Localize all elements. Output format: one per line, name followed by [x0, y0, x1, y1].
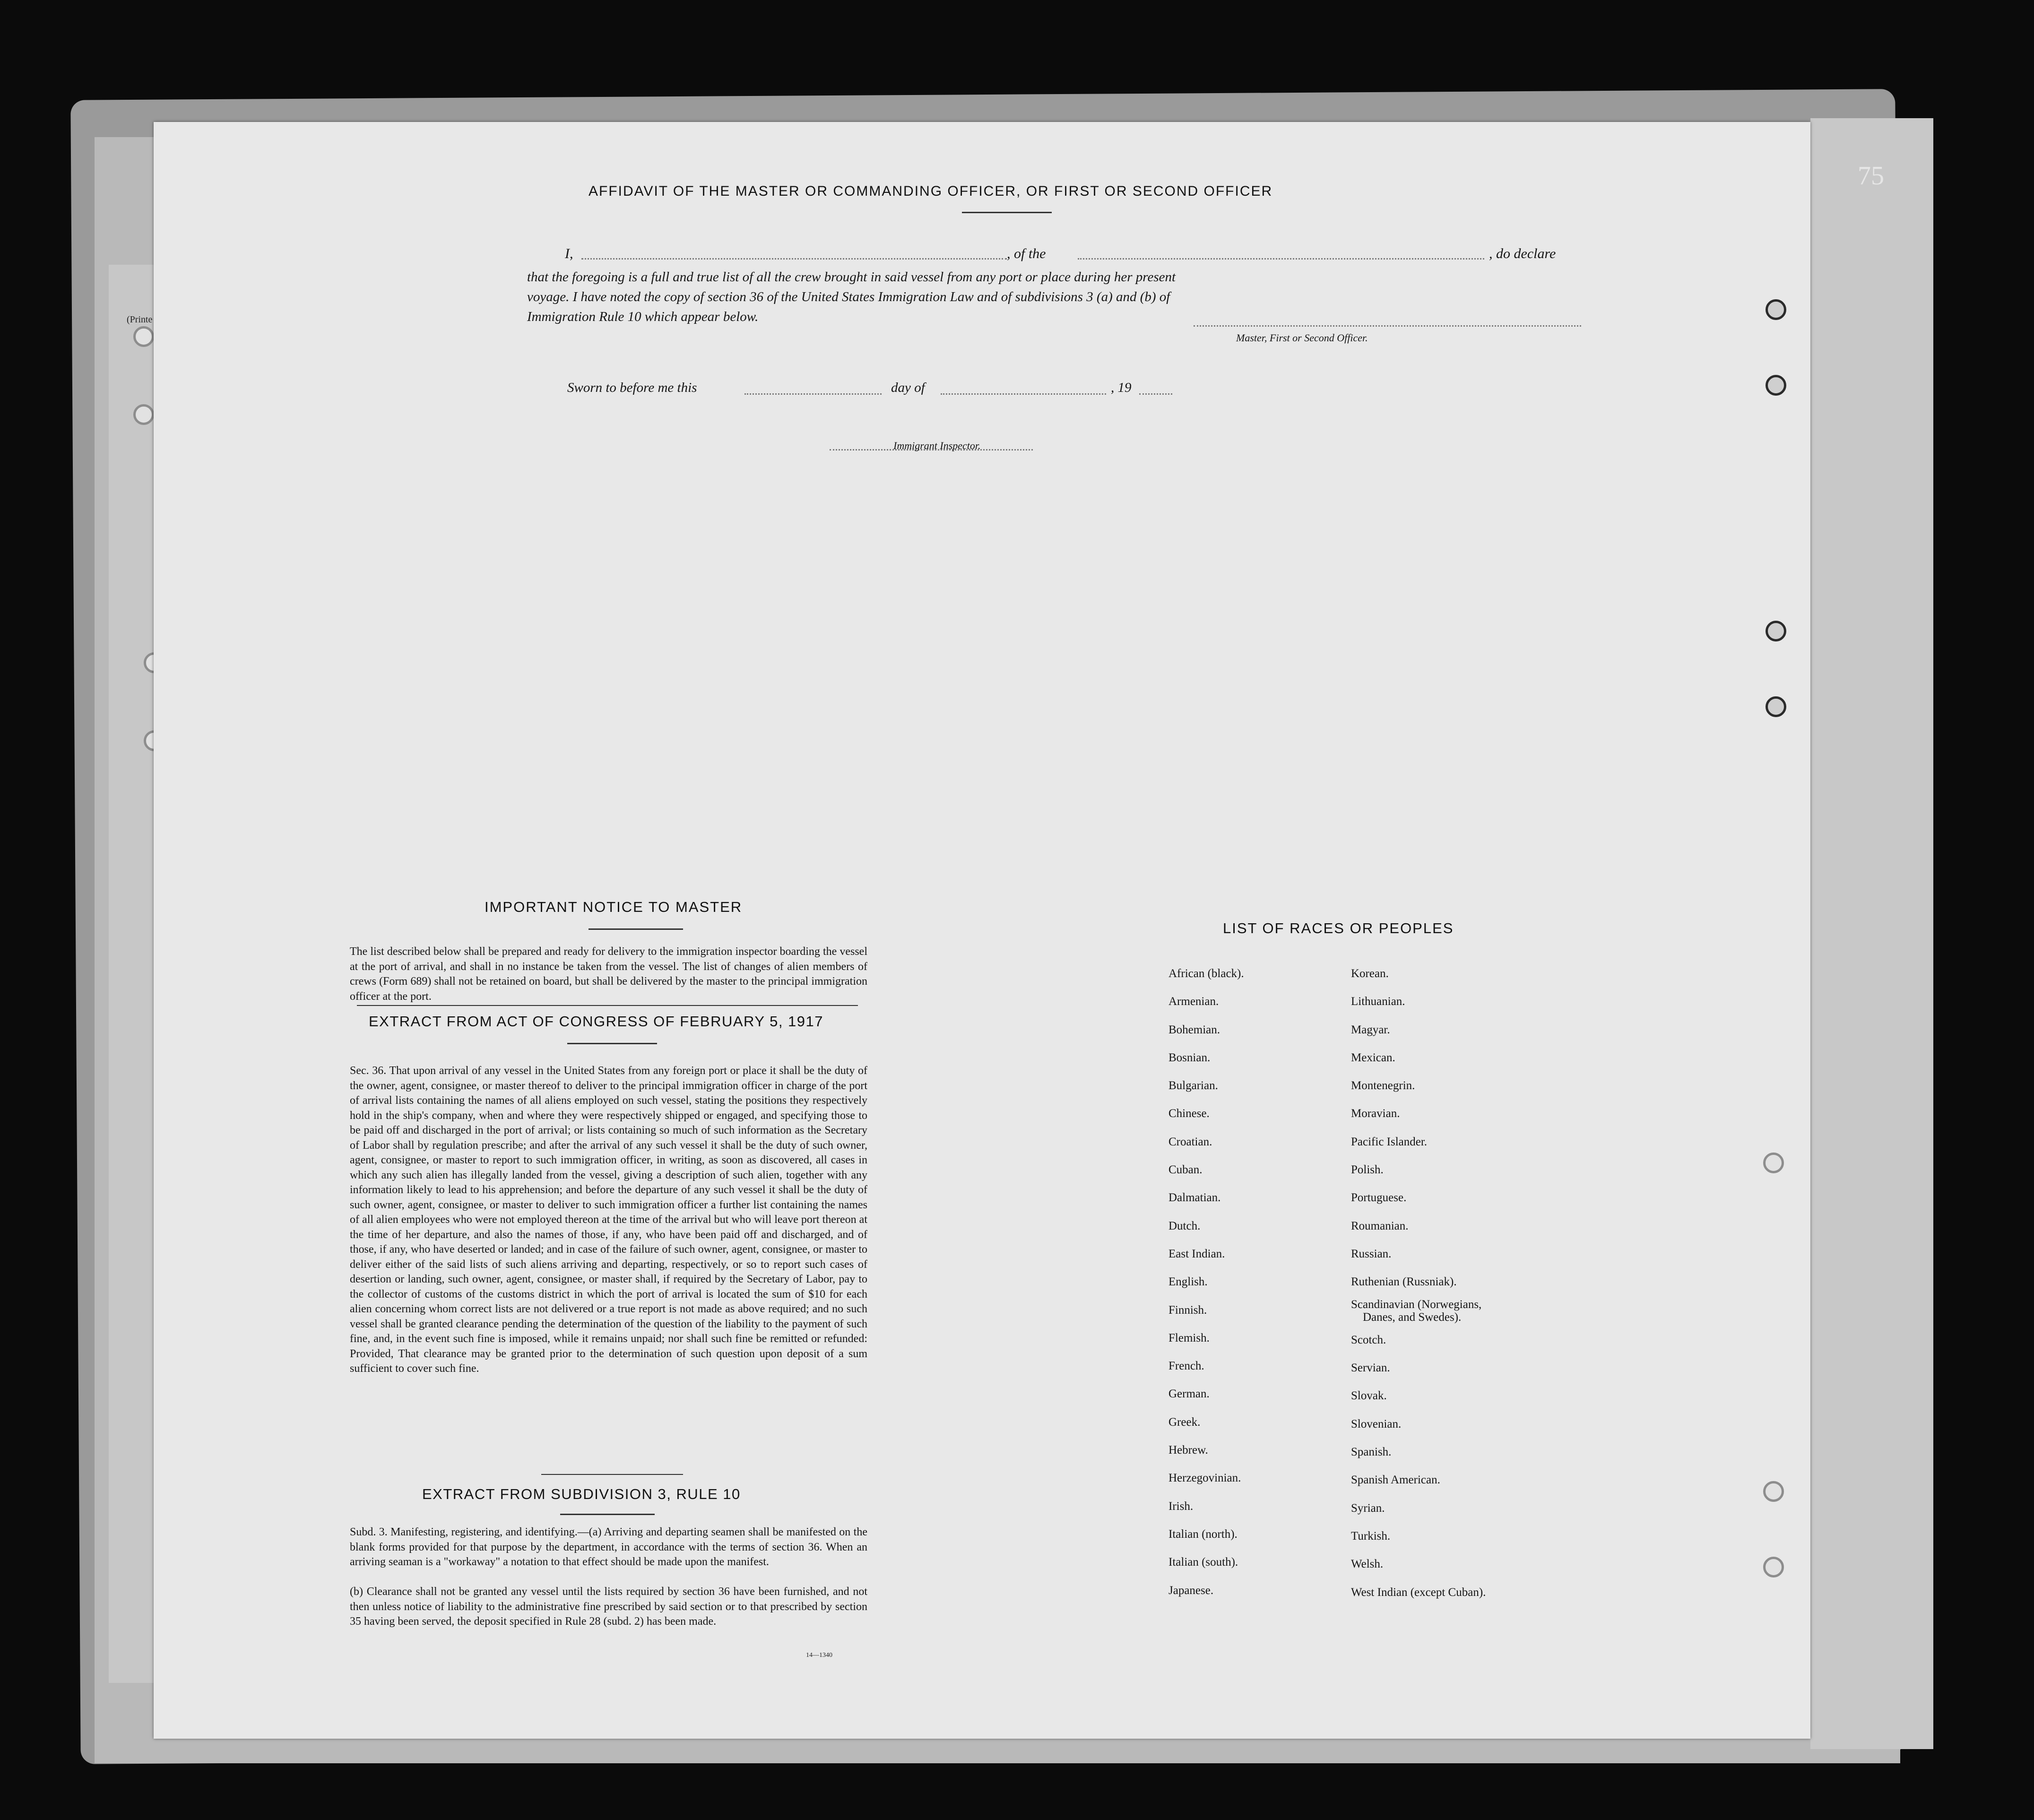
title-rule: [962, 212, 1052, 213]
punch-hole: [1763, 1153, 1784, 1173]
race-item: Spanish American.: [1351, 1473, 1440, 1487]
race-item: Portuguese.: [1351, 1191, 1407, 1205]
sworn-day-blank: [744, 393, 882, 395]
race-item: Finnish.: [1168, 1303, 1207, 1317]
race-item: Ruthenian (Russniak).: [1351, 1275, 1457, 1289]
race-item: Herzegovinian.: [1168, 1472, 1241, 1485]
race-item: Hebrew.: [1168, 1444, 1208, 1457]
affidavit-body-line2: that the foregoing is a full and true list of all the crew brought in said vessel from any port or place during her present: [527, 269, 1176, 285]
affidavit-line1-mid: , of the: [1007, 246, 1046, 261]
race-item: Italian (south).: [1168, 1556, 1238, 1569]
race-item: Russian.: [1351, 1247, 1392, 1260]
manifest-right-edge: [1810, 118, 1933, 1749]
rule-text-a: Subd. 3. Manifesting, registering, and identifying.—(a) Arriving and departing seamen shall be manifested on the blank forms provided for that purpose by the department, in accordance with the terms of section 36. When an arriving seaman is a "workaway" a notation to that effect should be made upon the manifest.: [350, 1526, 867, 1568]
notice-title: IMPORTANT NOTICE TO MASTER: [485, 899, 743, 915]
race-item: Servian.: [1351, 1361, 1390, 1375]
sworn-start: Sworn to before me this: [567, 380, 697, 395]
inspector-label: Immigrant Inspector.: [893, 440, 981, 451]
affidavit-title: AFFIDAVIT OF THE MASTER OR COMMANDING OFFICER, OR FIRST OR SECOND OFFICER: [589, 183, 1273, 199]
race-item: Croatian.: [1168, 1135, 1212, 1148]
punch-hole: [1763, 1557, 1784, 1577]
race-item: Roumanian.: [1351, 1219, 1409, 1232]
race-item: Irish.: [1168, 1499, 1194, 1513]
race-item: Moravian.: [1351, 1107, 1400, 1120]
race-item: Chinese.: [1168, 1107, 1210, 1120]
race-item: Turkish.: [1351, 1529, 1391, 1543]
section-rule: [357, 1005, 858, 1006]
sworn-year: , 19: [1111, 380, 1132, 395]
races-title: LIST OF RACES OR PEOPLES: [1223, 920, 1454, 936]
sworn-month-blank: [941, 393, 1106, 395]
punch-hole: [1766, 299, 1786, 320]
race-item: African (black).: [1168, 967, 1244, 980]
sworn-year-blank: [1139, 393, 1172, 395]
form-sheet: [154, 122, 1810, 1739]
punch-hole: [1766, 621, 1786, 641]
rule-title: EXTRACT FROM SUBDIVISION 3, RULE 10: [422, 1486, 741, 1502]
race-item: Italian (north).: [1168, 1527, 1238, 1541]
notice-rule: [589, 928, 683, 930]
rule-title-rule: [560, 1514, 655, 1515]
race-item: Syrian.: [1351, 1501, 1385, 1515]
race-item: Dutch.: [1168, 1219, 1201, 1232]
race-item: German.: [1168, 1387, 1210, 1401]
act-title: EXTRACT FROM ACT OF CONGRESS OF FEBRUARY 5, 1917: [369, 1013, 824, 1030]
race-item: French.: [1168, 1360, 1204, 1373]
vessel-blank: [1078, 258, 1484, 260]
race-item: Greek.: [1168, 1415, 1201, 1429]
signature-blank: [1194, 325, 1581, 327]
side-fragment: (Printe: [127, 314, 153, 325]
name-blank: [581, 258, 1007, 260]
race-item: Dalmatian.: [1168, 1191, 1221, 1205]
races-column-1: [1168, 960, 1353, 1604]
affidavit-line1-end: , do declare: [1489, 246, 1556, 261]
race-item: Mexican.: [1351, 1051, 1395, 1064]
affidavit-body-line3: voyage. I have noted the copy of section 36 of the United States Immigration Law and of subdivisions 3 (a) and (b) of: [527, 289, 1170, 304]
race-item: Korean.: [1351, 967, 1389, 980]
race-item: Spanish.: [1351, 1446, 1392, 1459]
race-item: Montenegrin.: [1351, 1079, 1415, 1092]
race-item: Welsh.: [1351, 1558, 1384, 1571]
race-item: Lithuanian.: [1351, 995, 1405, 1008]
race-item: Scotch.: [1351, 1333, 1386, 1346]
race-item: Scandinavian (Norwegians, Danes, and Swedes).: [1351, 1298, 1482, 1324]
act-rule: [567, 1043, 657, 1044]
race-item: Cuban.: [1168, 1163, 1203, 1177]
races-column-2: [1351, 960, 1587, 1606]
punch-hole: [133, 326, 154, 347]
rule-text-b: (b) Clearance shall not be granted any vessel until the lists required by section 36 have been furnished, and not then unless notice of liability to the administrative fine prescribed by said section or to that prescribed by section 35 having been served, the deposit specified in Rule 28 (subd. 2) has been made.: [350, 1586, 867, 1628]
race-item: Bulgarian.: [1168, 1079, 1218, 1092]
race-item: Japanese.: [1168, 1584, 1214, 1597]
race-item: Magyar.: [1351, 1023, 1390, 1036]
punch-hole: [1766, 375, 1786, 396]
notice-text: The list described below shall be prepared and ready for delivery to the immigration inspector boarding the vessel at the port of arrival, and shall in no instance be taken from the vessel. The list of changes of alien members of crews (Form 689) shall not be retained on board, but shall be delivered by the master to the principal immigration officer at the port.: [350, 945, 867, 1003]
race-item: Bohemian.: [1168, 1023, 1220, 1036]
race-item: Pacific Islander.: [1351, 1135, 1428, 1148]
race-item: Flemish.: [1168, 1331, 1210, 1344]
race-item: Slovenian.: [1351, 1417, 1402, 1430]
affidavit-body-line4: Immigration Rule 10 which appear below.: [527, 309, 759, 324]
affidavit-line1-start: I,: [565, 246, 573, 261]
punch-hole: [1766, 696, 1786, 717]
race-item: East Indian.: [1168, 1247, 1225, 1260]
race-item: Polish.: [1351, 1163, 1384, 1177]
form-code: 14—1340: [806, 1652, 832, 1659]
signature-label: Master, First or Second Officer.: [1236, 332, 1368, 344]
race-item: English.: [1168, 1275, 1208, 1289]
race-item: Bosnian.: [1168, 1051, 1211, 1064]
punch-hole: [133, 404, 154, 425]
act-text: Sec. 36. That upon arrival of any vessel in the United States from any foreign port or place it shall be the duty of the owner, agent, consignee, or master thereof to deliver to the principal immigration officer in charge of the port of arrival lists containing the names of all aliens employed on such vessel, stating the positions they respectively hold in the ship's company, when and where they were respectively shipped or engaged, and specifying those to be paid off and discharged in the port of arrival; or lists containing so much of such information as the Secretary of Labor shall by regulation prescribe; and after the arrival of any such vessel it shall be the duty of such owner, agent, consignee, or master to report to such immigration officer, in writing, as soon as discovered, all cases in which any such alien has illegally landed from the vessel, giving a description of such alien, together with any information likely to lead to his apprehension; and before the departure of any such vessel it shall be the duty of such owner, agent, consignee, or master to deliver to such immigration officer a further list containing the names of all alien employees who were not employed thereon at the time of the arrival but who will leave port thereon at the time of her departure, and also the names of those, if any, who have been paid off and discharged, and of those, if any, who have deserted or landed; and in case of the failure of such owner, agent, consignee, or master to deliver either of the said lists of such aliens arriving and departing, respectively, or so to report such cases of desertion or landing, such owner, agent, consignee, or master shall, if required by the Secretary of Labor, pay to the collector of customs of the customs district in which the port of arrival is located the sum of $10 for each alien concerning whom correct lists are not delivered or a true report is not made as above required; and no such vessel shall be granted clearance pending the determination of the question of the liability to the payment of such fine, and, in the event such fine is imposed, while it remains unpaid; nor shall such fine be remitted or refunded: Provided, That clearance may be granted prior to the determination of such question upon deposit of a sum sufficient to cover such fine.: [350, 1065, 867, 1375]
page-number: 75: [1858, 161, 1884, 191]
punch-hole: [1763, 1481, 1784, 1502]
rule-divider: [541, 1474, 683, 1475]
race-item: Slovak.: [1351, 1389, 1387, 1403]
race-item: West Indian (except Cuban).: [1351, 1586, 1486, 1599]
sworn-day: day of: [891, 380, 925, 395]
race-item: Armenian.: [1168, 995, 1219, 1008]
